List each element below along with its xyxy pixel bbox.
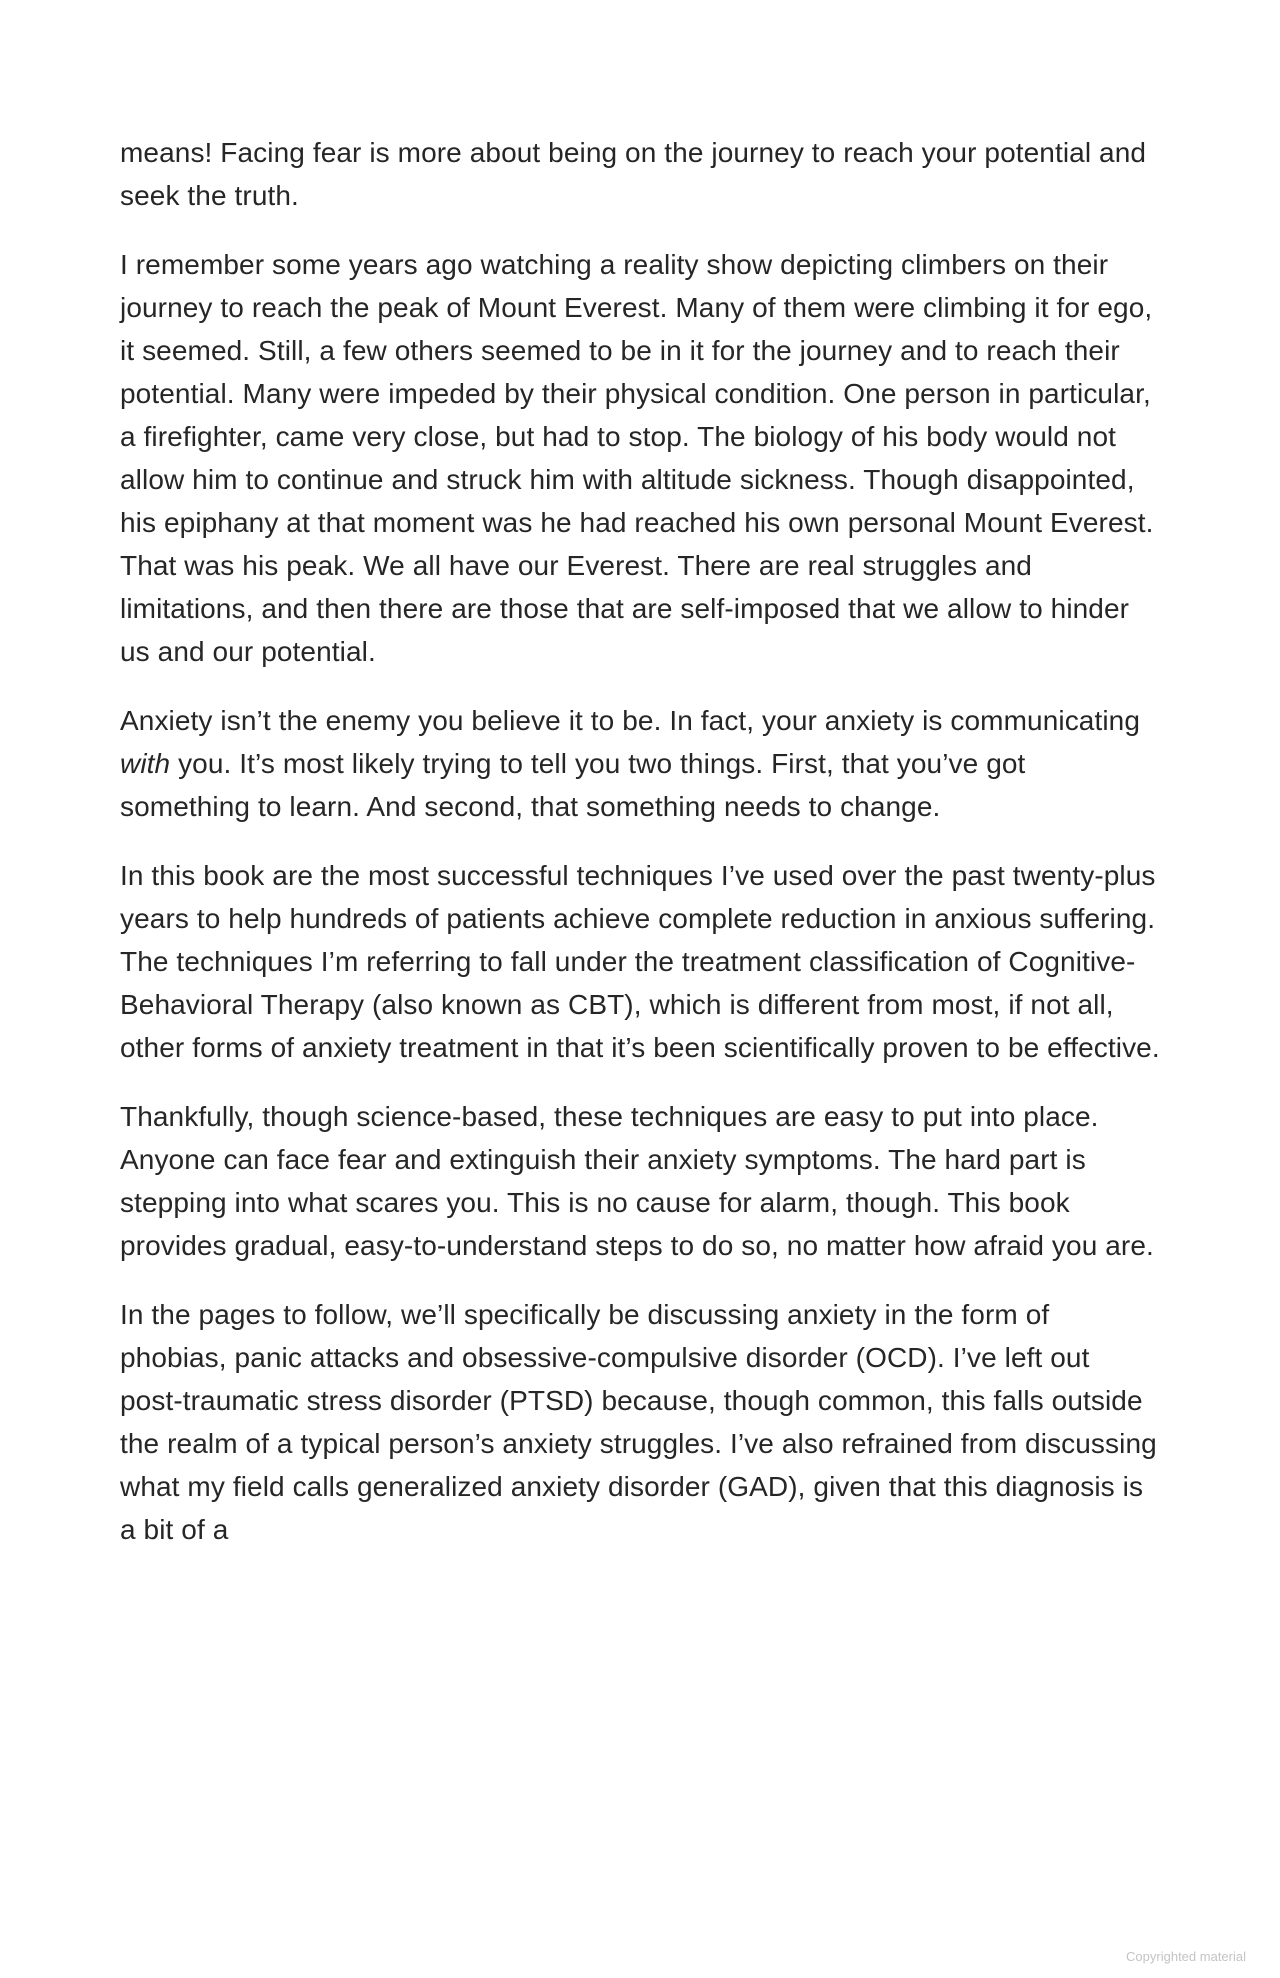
paragraph-5: Thankfully, though science-based, these techniques are easy to put into place. Anyone can face fear and extinguish their anxiety symptoms. The hard part is stepping into what scares you. This is no cause for alarm, though. This book provides gradual, easy-to-understand steps to do so, no matter how afraid you are. xyxy=(120,1101,1154,1261)
paragraph-3-after: you. It’s most likely trying to tell you two things. First, that you’ve got something to learn. And second, that something needs to change. xyxy=(120,748,1026,822)
paragraph-3-before: Anxiety isn’t the enemy you believe it to be. In fact, your anxiety is communicating xyxy=(120,705,1141,736)
paragraph-2: I remember some years ago watching a reality show depicting climbers on their journey to reach the peak of Mount Everest. Many of them were climbing it for ego, it seemed. Still, a few others seemed to be in it for the journey and to reach their potential. Many were impeded by their physical condition. One person in particular, a firefighter, came very close, but had to stop. The biology of his body would not allow him to continue and struck him with altitude sickness. Though disappointed, his epiphany at that moment was he had reached his own personal Mount Everest. That was his peak. We all have our Everest. There are real struggles and limitations, and then there are those that are self-imposed that we allow to hinder us and our potential. xyxy=(120,249,1154,667)
paragraph-6: In the pages to follow, we’ll specifically be discussing anxiety in the form of phobias, panic attacks and obsessive-compulsive disorder (OCD). I’ve left out post-traumatic stress disorder (PTSD) because, though common, this falls outside the realm of a typical person’s anxiety struggles. I’ve also refrained from discussing what my field calls generalized anxiety disorder (GAD), given that this diagnosis is a bit of a xyxy=(120,1299,1157,1545)
paragraph-3-emphasis: with xyxy=(120,748,171,779)
paragraph-4: In this book are the most successful techniques I’ve used over the past twenty-plus years to help hundreds of patients achieve complete reduction in anxious suffering. The techniques I’m referring to fall under the treatment classification of Cognitive-Behavioral Therapy (also known as CBT), which is different from most, if not all, other forms of anxiety treatment in that it’s been scientifically proven to be effective. xyxy=(120,860,1160,1063)
paragraph-1: means! Facing fear is more about being on the journey to reach your potential and seek the truth. xyxy=(120,137,1147,211)
paragraph-3 xyxy=(120,699,1160,828)
body-text xyxy=(120,131,1160,1577)
copyright-watermark: Copyrighted material xyxy=(1126,1949,1246,1964)
